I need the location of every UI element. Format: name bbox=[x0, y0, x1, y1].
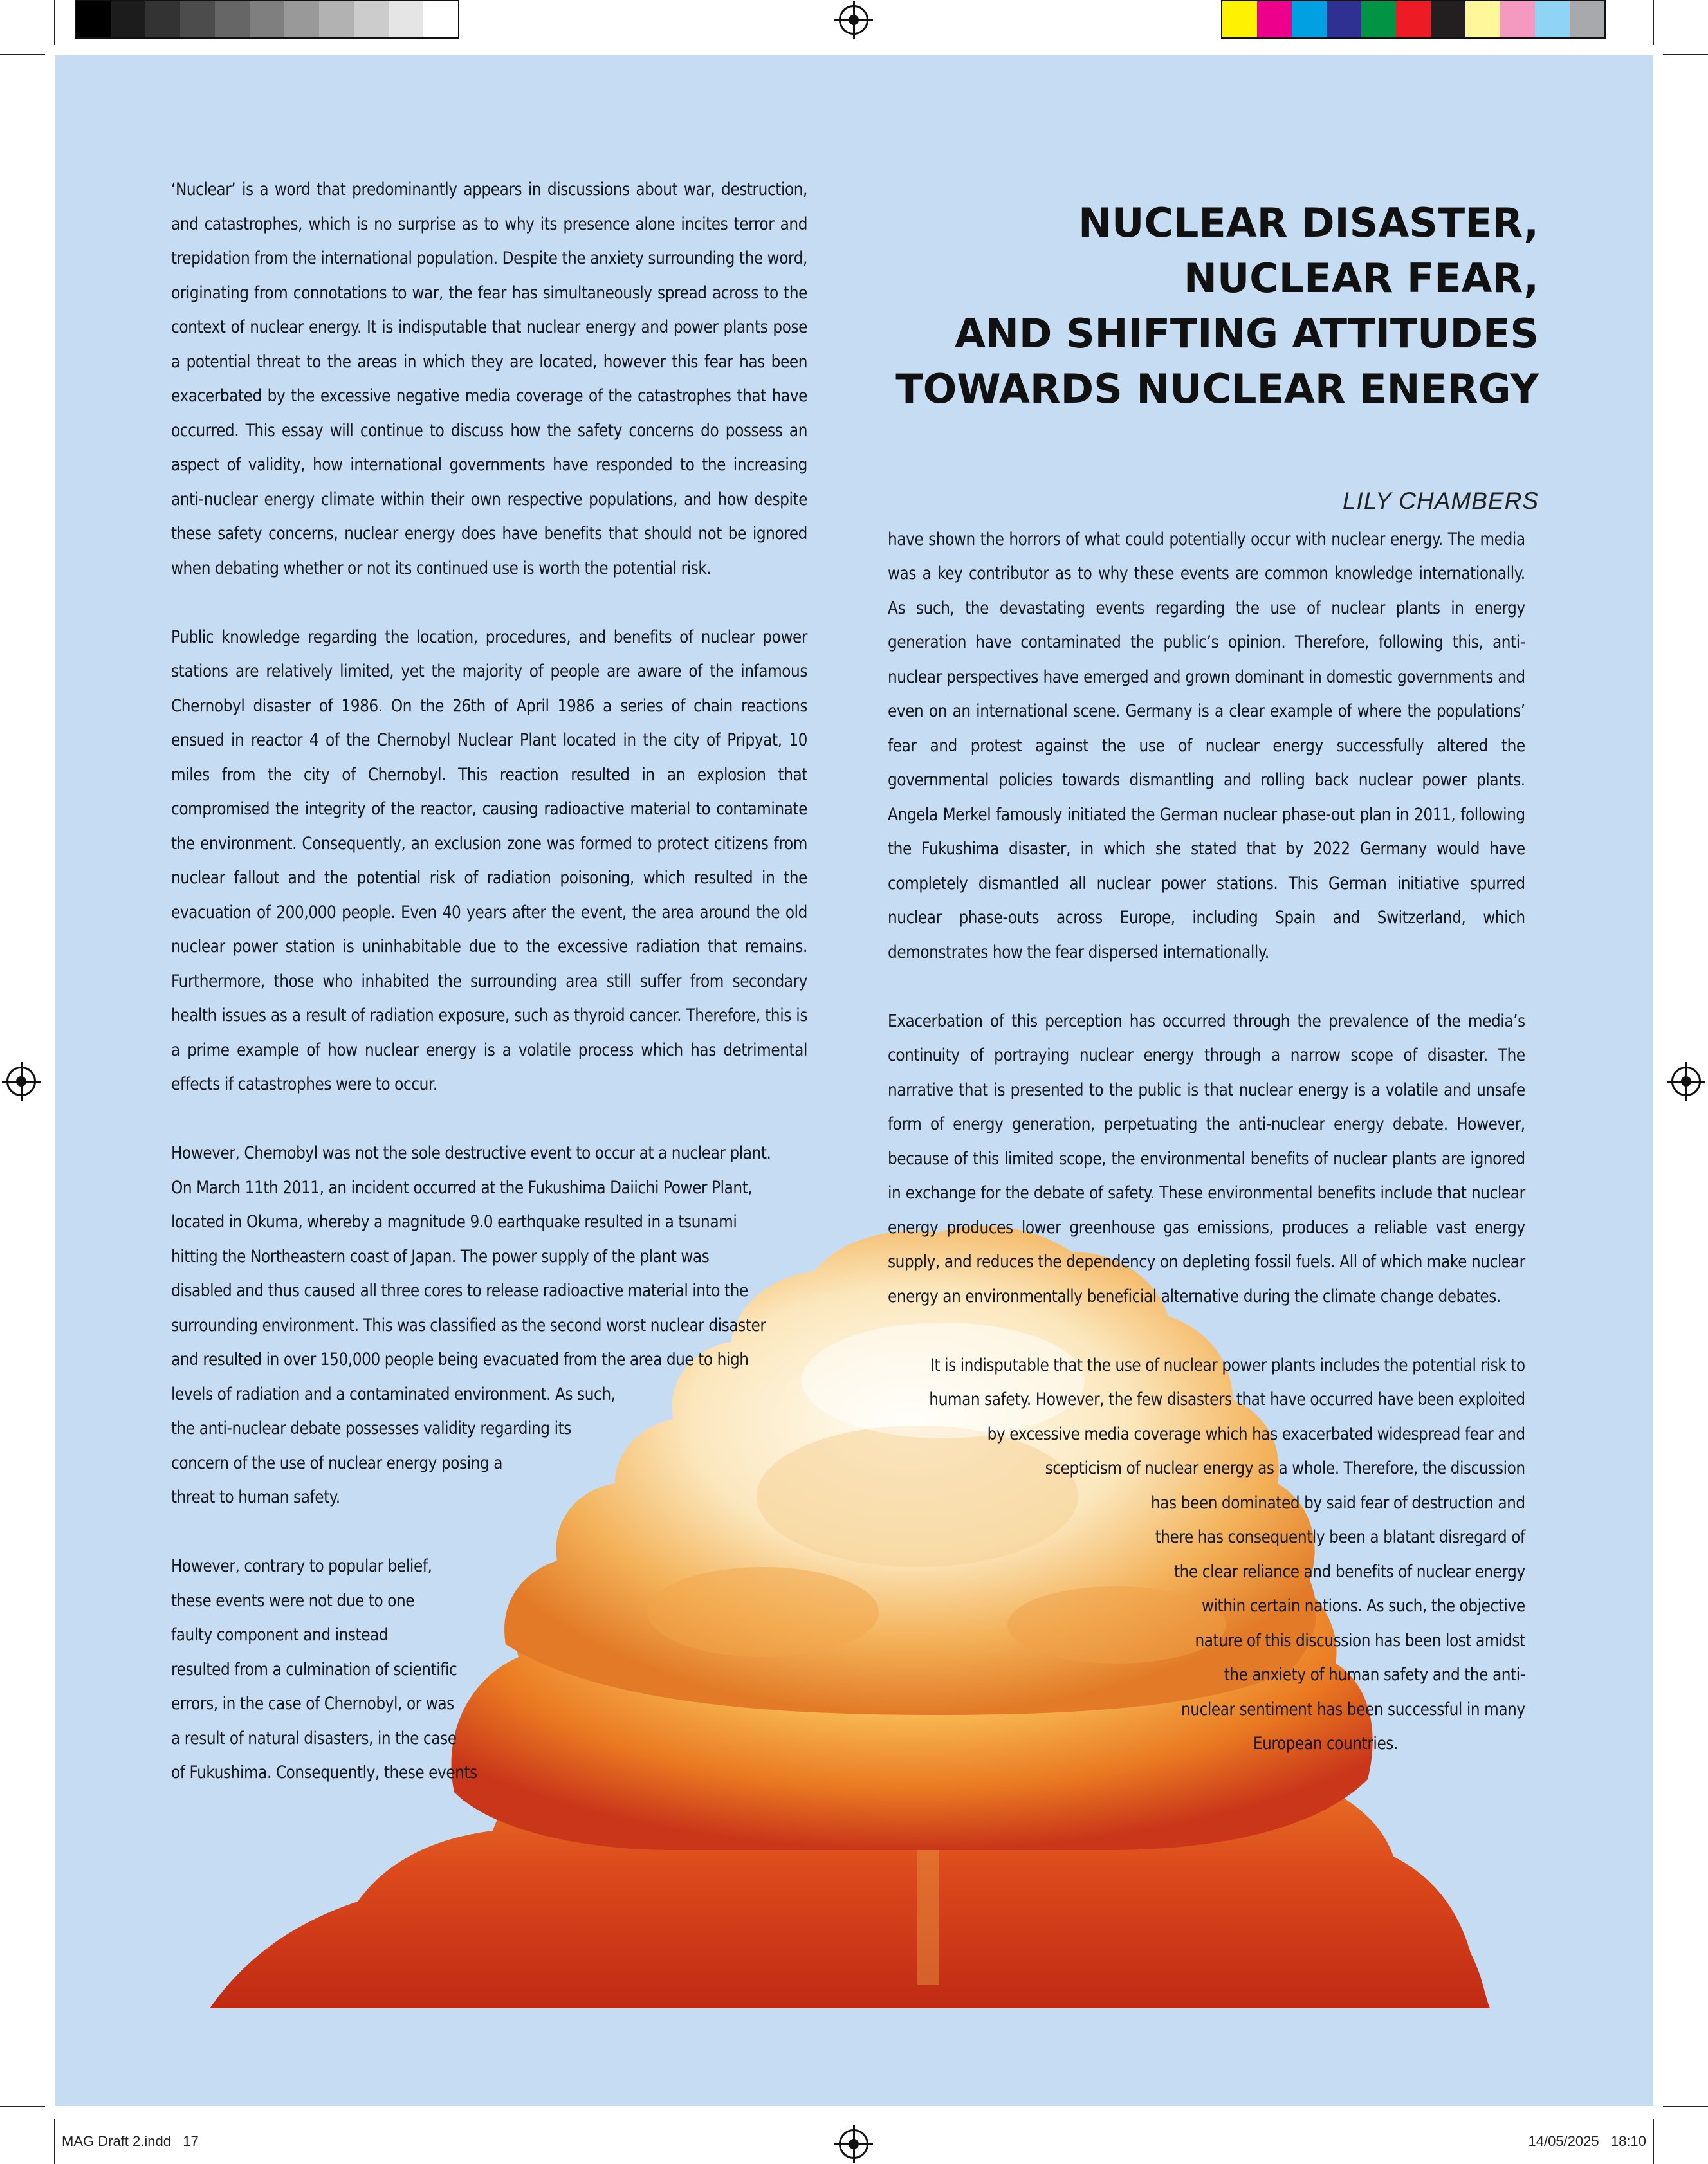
crop-mark bbox=[1653, 0, 1654, 45]
registration-mark-icon bbox=[6, 1067, 36, 1096]
title-line: TOWARDS NUCLEAR ENERGY bbox=[895, 365, 1539, 412]
color-swatch bbox=[354, 1, 389, 37]
color-swatch bbox=[1327, 1, 1361, 37]
color-swatch bbox=[180, 1, 215, 37]
body-paragraph: have shown the horrors of what could potentially occur with nuclear energy. The media was a key contributor as to why these events are common knowledge internationally. As such, the devastating events regarding the use of nuclear plants in energy generation have contaminated the public’s opinion. Therefore, following this, anti-nuclear perspectives have emerged and grown dominant in domestic governments and even on an international scene. Germany is a clear example of where the populations’ fear and protest against the use of nuclear energy successfully altered the governmental policies towards dismantling and rolling back nuclear power plants. Angela Merkel famously initiated the German nuclear phase-out plan in 2011, following the Fukushima disaster, in which she stated that by 2022 Germany would have completely dismantled all nuclear power stations. This German initiative spurred nuclear phase-outs across Europe, including Spain and Switzerland, which demonstrates how the fear dispersed internationally. bbox=[888, 529, 1525, 962]
magazine-page bbox=[55, 55, 1653, 2106]
color-swatch bbox=[389, 1, 423, 37]
text-line: human safety. However, the few disasters that have occurred have been exploited bbox=[929, 1389, 1525, 1409]
body-paragraph bbox=[171, 1136, 807, 1515]
color-swatch bbox=[1500, 1, 1535, 37]
color-swatch bbox=[423, 1, 458, 37]
text-line: a result of natural disasters, in the case bbox=[171, 1728, 457, 1748]
text-line: nature of this discussion has been lost amidst bbox=[1195, 1630, 1525, 1651]
crop-mark bbox=[54, 2119, 55, 2164]
body-paragraph bbox=[171, 1549, 807, 1790]
text-line: surrounding environment. This was classified as the second worst nuclear disaster bbox=[171, 1315, 766, 1335]
text-line: However, contrary to popular belief, bbox=[171, 1556, 432, 1576]
text-line: the anti-nuclear debate possesses validity regarding its bbox=[171, 1418, 571, 1438]
text-line: errors, in the case of Chernobyl, or was bbox=[171, 1694, 454, 1714]
color-swatch bbox=[1465, 1, 1500, 37]
color-swatch bbox=[1396, 1, 1431, 37]
crop-mark bbox=[0, 2106, 45, 2107]
article-title bbox=[895, 196, 1539, 417]
text-line: of Fukushima. Consequently, these events bbox=[171, 1763, 477, 1783]
text-line: However, Chernobyl was not the sole destructive event to occur at a nuclear plant. bbox=[171, 1143, 771, 1163]
color-swatch bbox=[319, 1, 354, 37]
slug-file-info: MAG Draft 2.indd 17 bbox=[62, 2133, 199, 2149]
color-swatch bbox=[1292, 1, 1327, 37]
color-swatch bbox=[76, 1, 111, 37]
text-line: located in Okuma, whereby a magnitude 9.0 earthquake resulted in a tsunami bbox=[171, 1212, 737, 1232]
color-swatch bbox=[250, 1, 284, 37]
body-paragraph: Public knowledge regarding the location, procedures, and benefits of nuclear power stations are relatively limited, yet the majority of people are aware of the infamous Chernobyl disaster of 1986. On the 26th of April 1986 a series of chain reactions ensued in reactor 4 of the Chernobyl Nuclear Plant located in the city of Pripyat, 10 miles from the city of Chernobyl. This reaction resulted in an explosion that compromised the integrity of the reactor, causing radioactive material to contaminate the environment. Consequently, an exclusion zone was formed to protect citizens from nuclear fallout and the potential risk of radiation poisoning, which resulted in the evacuation of 200,000 people. Even 40 years after the event, the area around the old nuclear power station is uninhabitable due to the excessive radiation that remains. Furthermore, those who inhabited the surrounding area still suffer from secondary health issues as a result of radiation exposure, such as thyroid cancer. Therefore, this is a prime example of how nuclear energy is a volatile process which has detrimental effects if catastrophes were to occur. bbox=[171, 627, 807, 1094]
text-line: the anxiety of human safety and the anti- bbox=[1224, 1665, 1525, 1685]
text-line: On March 11th 2011, an incident occurred at the Fukushima Daiichi Power Plant, bbox=[171, 1177, 753, 1198]
left-column bbox=[171, 172, 807, 1790]
body-paragraph bbox=[888, 1348, 1525, 1761]
text-line: has been dominated by said fear of destruction and bbox=[1150, 1492, 1525, 1513]
body-paragraph: Exacerbation of this perception has occurred through the prevalence of the media’s continuity of portraying nuclear energy through a narrow scope of disaster. The narrative that is presented to the public is that nuclear energy is a volatile and unsafe form of energy generation, perpetuating the anti-nuclear energy debate. However, because of this limited scope, the environmental benefits of nuclear plants are ignored in exchange for the debate of safety. These environmental benefits include that nuclear energy produces lower greenhouse gas emissions, produces a reliable vast energy supply, and reduces the dependency on depleting fossil fuels. All of which make nuclear energy an environmentally beneficial alternative during the climate change debates. bbox=[888, 1011, 1525, 1307]
slug-timestamp: 14/05/2025 18:10 bbox=[1528, 2133, 1646, 2149]
text-line: hitting the Northeastern coast of Japan. The power supply of the plant was bbox=[171, 1246, 710, 1267]
color-swatch bbox=[284, 1, 319, 37]
color-swatch bbox=[145, 1, 180, 37]
text-line: European countries. bbox=[1253, 1734, 1398, 1754]
registration-mark-icon bbox=[839, 5, 868, 35]
author-byline: LILY CHAMBERS bbox=[1342, 488, 1539, 514]
text-line: threat to human safety. bbox=[171, 1487, 340, 1507]
crop-mark bbox=[1653, 2119, 1654, 2164]
color-swatch bbox=[1222, 1, 1257, 37]
title-line: NUCLEAR FEAR, bbox=[1183, 255, 1539, 302]
text-line: scepticism of nuclear energy as a whole. Therefore, the discussion bbox=[1045, 1458, 1525, 1478]
color-swatch bbox=[1431, 1, 1465, 37]
text-line: there has consequently been a blatant disregard of bbox=[1155, 1527, 1525, 1547]
crop-mark bbox=[1663, 54, 1708, 55]
text-line: by excessive media coverage which has exacerbated widespread fear and bbox=[987, 1424, 1525, 1444]
color-swatch bbox=[1535, 1, 1570, 37]
text-line: faulty component and instead bbox=[171, 1625, 389, 1645]
color-swatch bbox=[1257, 1, 1292, 37]
color-swatch bbox=[1570, 1, 1604, 37]
crop-mark bbox=[54, 0, 55, 45]
text-line: these events were not due to one bbox=[171, 1590, 415, 1611]
text-line: concern of the use of nuclear energy posing a bbox=[171, 1453, 503, 1473]
color-swatch-bar bbox=[1221, 0, 1606, 39]
color-swatch bbox=[111, 1, 145, 37]
text-line: It is indisputable that the use of nuclear power plants includes the potential risk to bbox=[930, 1355, 1525, 1375]
registration-mark-icon bbox=[1671, 1067, 1701, 1096]
text-line: resulted from a culmination of scientific bbox=[171, 1659, 457, 1680]
color-swatch bbox=[1361, 1, 1396, 37]
body-paragraph: ‘Nuclear’ is a word that predominantly appears in discussions about war, destruction, and catastrophes, which is no surprise as to why its presence alone incites terror and trepidation from the international population. Despite the anxiety surrounding the word, originating from connotations to war, the fear has simultaneously spread across to the context of nuclear energy. It is indisputable that nuclear energy and power plants pose a potential threat to the areas in which they are located, however this fear has been exacerbated by the excessive negative media coverage of the catastrophes that have occurred. This essay will continue to discuss how the safety concerns do possess an aspect of validity, how international governments have responded to the increasing anti-nuclear energy climate within their own respective populations, and how despite these safety concerns, nuclear energy does have benefits that should not be ignored when debating whether or not its continued use is worth the potential risk. bbox=[171, 179, 807, 578]
text-line: the clear reliance and benefits of nuclear energy bbox=[1173, 1561, 1525, 1582]
text-line: levels of radiation and a contaminated environment. As such, bbox=[171, 1384, 616, 1404]
color-swatch bbox=[215, 1, 250, 37]
crop-mark bbox=[1663, 2106, 1708, 2107]
text-line: nuclear sentiment has been successful in many bbox=[1180, 1699, 1525, 1719]
text-line: within certain nations. As such, the objective bbox=[1201, 1596, 1525, 1616]
title-line: AND SHIFTING ATTITUDES bbox=[955, 310, 1539, 357]
text-line: disabled and thus caused all three cores to release radioactive material into the bbox=[171, 1281, 748, 1301]
text-line: and resulted in over 150,000 people being evacuated from the area due to high bbox=[171, 1350, 749, 1370]
title-line: NUCLEAR DISASTER, bbox=[1078, 199, 1539, 246]
grayscale-swatch-bar bbox=[75, 0, 459, 39]
crop-mark bbox=[0, 54, 45, 55]
right-column bbox=[888, 488, 1525, 1761]
registration-mark-icon bbox=[839, 2129, 868, 2159]
